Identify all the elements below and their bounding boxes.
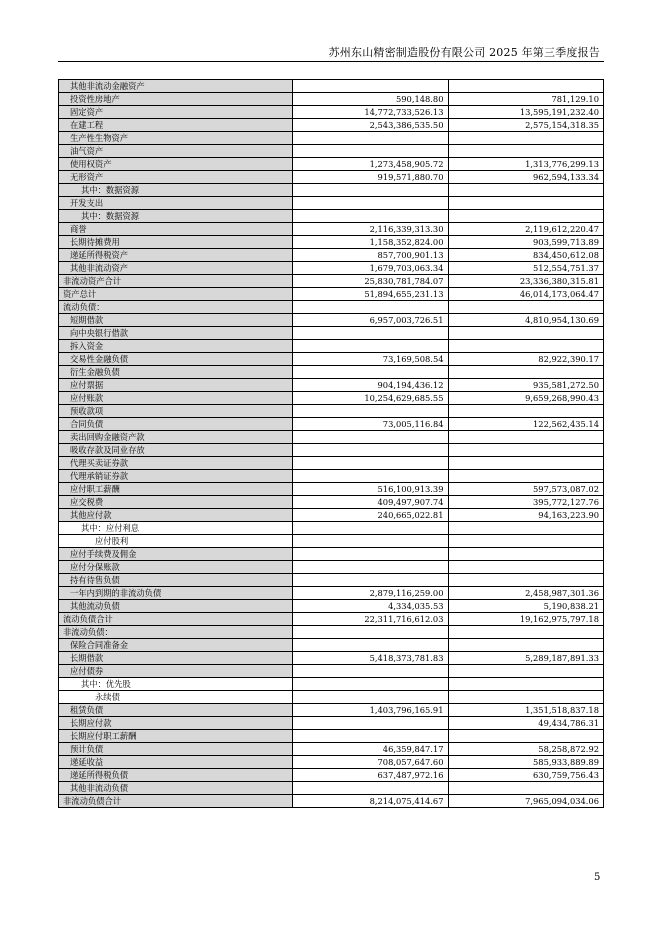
table-row bbox=[59, 457, 604, 470]
period-start-value: 4,810,954,130.69 bbox=[448, 314, 604, 327]
table-row bbox=[59, 522, 604, 535]
period-end-value: 8,214,075,414.67 bbox=[293, 795, 449, 808]
period-end-value bbox=[293, 522, 449, 535]
period-start-value bbox=[448, 678, 604, 691]
row-label: 开发支出 bbox=[59, 197, 293, 210]
row-label: 保险合同准备金 bbox=[59, 639, 293, 652]
row-label: 生产性生物资产 bbox=[59, 132, 293, 145]
period-start-value: 5,190,838.21 bbox=[448, 600, 604, 613]
period-start-value bbox=[448, 639, 604, 652]
table-row bbox=[59, 691, 604, 704]
table-row bbox=[59, 275, 604, 288]
period-start-value: 512,554,751.37 bbox=[448, 262, 604, 275]
row-label: 非流动资产合计 bbox=[59, 275, 293, 288]
table-row bbox=[59, 496, 604, 509]
table-row bbox=[59, 314, 604, 327]
period-start-value: 1,351,518,837.18 bbox=[448, 704, 604, 717]
period-end-value: 637,487,972.16 bbox=[293, 769, 449, 782]
row-label: 油气资产 bbox=[59, 145, 293, 158]
period-end-value: 4,334,035.53 bbox=[293, 600, 449, 613]
row-label: 代理承销证券款 bbox=[59, 470, 293, 483]
row-label: 投资性房地产 bbox=[59, 93, 293, 106]
table-row bbox=[59, 236, 604, 249]
table-row bbox=[59, 470, 604, 483]
table-row bbox=[59, 561, 604, 574]
period-start-value bbox=[448, 665, 604, 678]
table-row bbox=[59, 197, 604, 210]
period-end-value: 73,005,116.84 bbox=[293, 418, 449, 431]
row-label: 在建工程 bbox=[59, 119, 293, 132]
period-start-value: 94,163,223.90 bbox=[448, 509, 604, 522]
page-number: 5 bbox=[594, 872, 601, 883]
report-header-title: 苏州东山精密制造股份有限公司 2025 年第三季度报告 bbox=[328, 46, 600, 59]
table-row bbox=[59, 93, 604, 106]
period-end-value bbox=[293, 626, 449, 639]
table-row bbox=[59, 366, 604, 379]
period-end-value: 516,100,913.39 bbox=[293, 483, 449, 496]
period-end-value: 1,679,703,063.34 bbox=[293, 262, 449, 275]
table-row bbox=[59, 431, 604, 444]
period-start-value: 19,162,975,797.18 bbox=[448, 613, 604, 626]
period-end-value: 1,273,458,905.72 bbox=[293, 158, 449, 171]
row-label: 代理买卖证券款 bbox=[59, 457, 293, 470]
header-divider bbox=[58, 61, 604, 62]
period-end-value: 5,418,373,781.83 bbox=[293, 652, 449, 665]
period-end-value: 46,359,847.17 bbox=[293, 743, 449, 756]
row-label: 预计负债 bbox=[59, 743, 293, 756]
period-end-value bbox=[293, 548, 449, 561]
period-start-value bbox=[448, 626, 604, 639]
period-end-value bbox=[293, 431, 449, 444]
row-label: 拆入资金 bbox=[59, 340, 293, 353]
period-start-value bbox=[448, 522, 604, 535]
period-start-value: 13,595,191,232.40 bbox=[448, 106, 604, 119]
table-row bbox=[59, 210, 604, 223]
row-label: 其中：数据资源 bbox=[59, 184, 293, 197]
table-row bbox=[59, 665, 604, 678]
table-row bbox=[59, 184, 604, 197]
period-start-value bbox=[448, 210, 604, 223]
row-label: 固定资产 bbox=[59, 106, 293, 119]
period-start-value bbox=[448, 80, 604, 93]
period-end-value: 22,311,716,612.03 bbox=[293, 613, 449, 626]
period-end-value: 409,497,907.74 bbox=[293, 496, 449, 509]
period-start-value bbox=[448, 548, 604, 561]
row-label: 长期待摊费用 bbox=[59, 236, 293, 249]
period-end-value bbox=[293, 80, 449, 93]
period-start-value: 781,129.10 bbox=[448, 93, 604, 106]
table-row bbox=[59, 639, 604, 652]
row-label: 其中：数据资源 bbox=[59, 210, 293, 223]
period-start-value bbox=[448, 145, 604, 158]
table-row bbox=[59, 548, 604, 561]
table-row bbox=[59, 405, 604, 418]
period-start-value bbox=[448, 535, 604, 548]
period-end-value: 73,169,508.54 bbox=[293, 353, 449, 366]
period-start-value bbox=[448, 730, 604, 743]
table-row bbox=[59, 353, 604, 366]
row-label: 递延收益 bbox=[59, 756, 293, 769]
table-row bbox=[59, 145, 604, 158]
period-end-value bbox=[293, 457, 449, 470]
period-end-value: 919,571,880.70 bbox=[293, 171, 449, 184]
table-row bbox=[59, 717, 604, 730]
period-end-value bbox=[293, 340, 449, 353]
table-row bbox=[59, 119, 604, 132]
row-label: 交易性金融负债 bbox=[59, 353, 293, 366]
row-label: 应付手续费及佣金 bbox=[59, 548, 293, 561]
period-end-value: 1,403,796,165.91 bbox=[293, 704, 449, 717]
table-row bbox=[59, 223, 604, 236]
period-start-value: 122,562,435.14 bbox=[448, 418, 604, 431]
table-row bbox=[59, 444, 604, 457]
row-label: 非流动负债： bbox=[59, 626, 293, 639]
row-label: 应付股利 bbox=[59, 535, 293, 548]
table-row bbox=[59, 652, 604, 665]
period-end-value bbox=[293, 444, 449, 457]
period-end-value bbox=[293, 665, 449, 678]
period-start-value: 46,014,173,064.47 bbox=[448, 288, 604, 301]
period-start-value: 834,450,612.08 bbox=[448, 249, 604, 262]
row-label: 一年内到期的非流动负债 bbox=[59, 587, 293, 600]
period-end-value: 1,158,352,824.00 bbox=[293, 236, 449, 249]
period-start-value bbox=[448, 431, 604, 444]
period-end-value: 6,957,003,726.51 bbox=[293, 314, 449, 327]
table-row bbox=[59, 704, 604, 717]
period-start-value bbox=[448, 691, 604, 704]
period-end-value: 2,543,386,535.50 bbox=[293, 119, 449, 132]
period-start-value: 935,581,272.50 bbox=[448, 379, 604, 392]
table-row bbox=[59, 301, 604, 314]
period-end-value: 240,665,022.81 bbox=[293, 509, 449, 522]
period-end-value: 14,772,733,526.13 bbox=[293, 106, 449, 119]
period-end-value: 2,116,339,313.30 bbox=[293, 223, 449, 236]
row-label: 其他非流动负债 bbox=[59, 782, 293, 795]
row-label: 非流动负债合计 bbox=[59, 795, 293, 808]
table-row bbox=[59, 574, 604, 587]
table-row bbox=[59, 587, 604, 600]
period-start-value bbox=[448, 574, 604, 587]
row-label: 持有待售负债 bbox=[59, 574, 293, 587]
table-row bbox=[59, 743, 604, 756]
table-row bbox=[59, 483, 604, 496]
period-start-value bbox=[448, 782, 604, 795]
period-end-value bbox=[293, 691, 449, 704]
period-end-value: 590,148.80 bbox=[293, 93, 449, 106]
period-start-value: 2,119,612,220.47 bbox=[448, 223, 604, 236]
period-start-value: 962,594,133.34 bbox=[448, 171, 604, 184]
period-start-value bbox=[448, 561, 604, 574]
period-start-value: 7,965,094,034.06 bbox=[448, 795, 604, 808]
row-label: 其中：优先股 bbox=[59, 678, 293, 691]
table-row bbox=[59, 132, 604, 145]
table-row bbox=[59, 730, 604, 743]
period-start-value bbox=[448, 132, 604, 145]
table-row bbox=[59, 171, 604, 184]
row-label: 短期借款 bbox=[59, 314, 293, 327]
period-end-value bbox=[293, 470, 449, 483]
period-start-value bbox=[448, 340, 604, 353]
period-end-value: 10,254,629,685.55 bbox=[293, 392, 449, 405]
row-label: 衍生金融负债 bbox=[59, 366, 293, 379]
row-label: 应付分保账款 bbox=[59, 561, 293, 574]
period-end-value: 25,830,781,784.07 bbox=[293, 275, 449, 288]
row-label: 长期应付职工薪酬 bbox=[59, 730, 293, 743]
table-row bbox=[59, 158, 604, 171]
period-start-value: 23,336,380,315.81 bbox=[448, 275, 604, 288]
period-start-value: 585,933,889.89 bbox=[448, 756, 604, 769]
period-end-value bbox=[293, 730, 449, 743]
period-end-value bbox=[293, 210, 449, 223]
period-start-value: 903,599,713.89 bbox=[448, 236, 604, 249]
row-label: 应付票据 bbox=[59, 379, 293, 392]
period-end-value bbox=[293, 366, 449, 379]
period-start-value: 9,659,268,990.43 bbox=[448, 392, 604, 405]
period-start-value: 597,573,087.02 bbox=[448, 483, 604, 496]
period-start-value: 82,922,390.17 bbox=[448, 353, 604, 366]
table-row bbox=[59, 392, 604, 405]
row-label: 应付债券 bbox=[59, 665, 293, 678]
period-start-value: 58,258,872.92 bbox=[448, 743, 604, 756]
row-label: 其中：应付利息 bbox=[59, 522, 293, 535]
row-label: 租赁负债 bbox=[59, 704, 293, 717]
row-label: 其他非流动资产 bbox=[59, 262, 293, 275]
table-row bbox=[59, 678, 604, 691]
row-label: 长期应付款 bbox=[59, 717, 293, 730]
table-row bbox=[59, 626, 604, 639]
row-label: 预收款项 bbox=[59, 405, 293, 418]
table-row bbox=[59, 327, 604, 340]
period-start-value: 395,772,127.76 bbox=[448, 496, 604, 509]
period-end-value bbox=[293, 574, 449, 587]
row-label: 合同负债 bbox=[59, 418, 293, 431]
period-end-value bbox=[293, 561, 449, 574]
row-label: 商誉 bbox=[59, 223, 293, 236]
table-row bbox=[59, 379, 604, 392]
period-start-value: 1,313,776,299.13 bbox=[448, 158, 604, 171]
row-label: 递延所得税负债 bbox=[59, 769, 293, 782]
period-end-value bbox=[293, 327, 449, 340]
table-row bbox=[59, 262, 604, 275]
table-row bbox=[59, 106, 604, 119]
period-start-value bbox=[448, 366, 604, 379]
row-label: 应付职工薪酬 bbox=[59, 483, 293, 496]
period-start-value: 2,458,987,301.36 bbox=[448, 587, 604, 600]
period-start-value: 630,759,756.43 bbox=[448, 769, 604, 782]
row-label: 使用权资产 bbox=[59, 158, 293, 171]
balance-sheet-body bbox=[59, 80, 604, 808]
period-end-value: 2,879,116,259.00 bbox=[293, 587, 449, 600]
table-row bbox=[59, 80, 604, 93]
table-row bbox=[59, 600, 604, 613]
period-end-value: 708,057,647.60 bbox=[293, 756, 449, 769]
balance-sheet-table bbox=[58, 79, 604, 808]
period-start-value bbox=[448, 197, 604, 210]
period-start-value bbox=[448, 457, 604, 470]
period-end-value: 904,194,436.12 bbox=[293, 379, 449, 392]
period-end-value bbox=[293, 717, 449, 730]
period-start-value: 49,434,786.31 bbox=[448, 717, 604, 730]
table-row bbox=[59, 613, 604, 626]
period-start-value bbox=[448, 405, 604, 418]
row-label: 递延所得税资产 bbox=[59, 249, 293, 262]
row-label: 长期借款 bbox=[59, 652, 293, 665]
period-start-value: 5,289,187,891.33 bbox=[448, 652, 604, 665]
row-label: 应交税费 bbox=[59, 496, 293, 509]
period-end-value: 51,894,655,231.13 bbox=[293, 288, 449, 301]
period-end-value bbox=[293, 405, 449, 418]
table-row bbox=[59, 418, 604, 431]
table-row bbox=[59, 535, 604, 548]
period-end-value: 857,700,901.13 bbox=[293, 249, 449, 262]
row-label: 其他非流动金融资产 bbox=[59, 80, 293, 93]
period-end-value bbox=[293, 782, 449, 795]
table-row bbox=[59, 288, 604, 301]
row-label: 资产总计 bbox=[59, 288, 293, 301]
row-label: 流动负债合计 bbox=[59, 613, 293, 626]
table-row bbox=[59, 795, 604, 808]
row-label: 卖出回购金融资产款 bbox=[59, 431, 293, 444]
table-row bbox=[59, 782, 604, 795]
period-start-value bbox=[448, 470, 604, 483]
period-end-value bbox=[293, 145, 449, 158]
row-label: 吸收存款及同业存放 bbox=[59, 444, 293, 457]
row-label: 流动负债： bbox=[59, 301, 293, 314]
period-end-value bbox=[293, 639, 449, 652]
period-start-value: 2,575,154,318.35 bbox=[448, 119, 604, 132]
row-label: 其他应付款 bbox=[59, 509, 293, 522]
row-label: 永续债 bbox=[59, 691, 293, 704]
period-end-value bbox=[293, 197, 449, 210]
period-end-value bbox=[293, 678, 449, 691]
table-row bbox=[59, 509, 604, 522]
row-label: 无形资产 bbox=[59, 171, 293, 184]
table-row bbox=[59, 340, 604, 353]
period-start-value bbox=[448, 327, 604, 340]
period-start-value bbox=[448, 301, 604, 314]
period-end-value bbox=[293, 301, 449, 314]
period-end-value bbox=[293, 535, 449, 548]
period-start-value bbox=[448, 444, 604, 457]
table-row bbox=[59, 249, 604, 262]
row-label: 应付账款 bbox=[59, 392, 293, 405]
row-label: 向中央银行借款 bbox=[59, 327, 293, 340]
table-row bbox=[59, 769, 604, 782]
period-end-value bbox=[293, 184, 449, 197]
table-row bbox=[59, 756, 604, 769]
period-end-value bbox=[293, 132, 449, 145]
period-start-value bbox=[448, 184, 604, 197]
row-label: 其他流动负债 bbox=[59, 600, 293, 613]
